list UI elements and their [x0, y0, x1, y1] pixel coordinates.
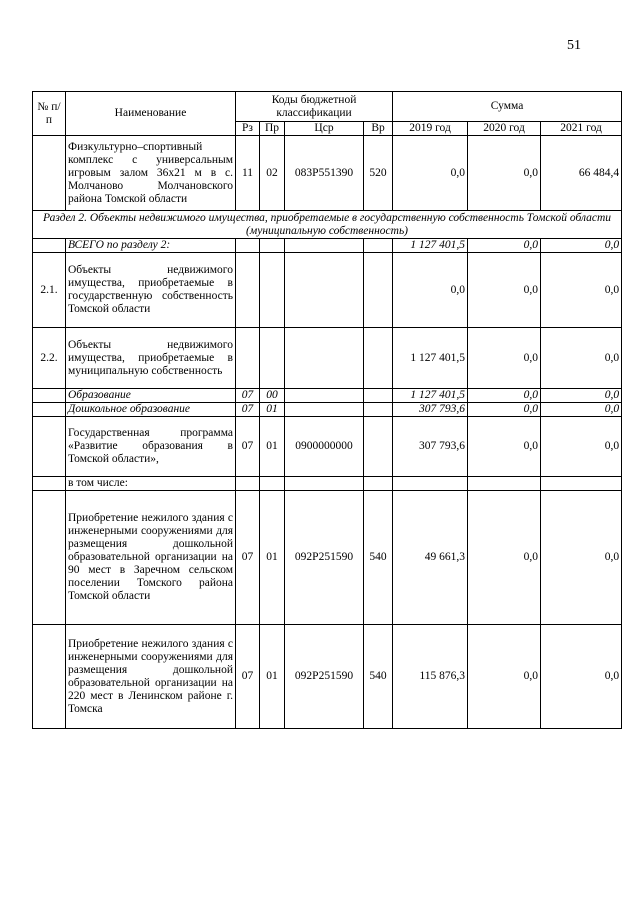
row-num: 2.2. [33, 328, 66, 389]
section-title-row [33, 211, 622, 239]
table-row [33, 491, 622, 625]
row-name: Приобретение нежилого здания с инженерными сооружениями для размещения дошкольной образовательной организации на 220 мест в Ленинском районе г. Томска [66, 625, 236, 729]
row-csr [285, 477, 364, 491]
row-pr: 01 [260, 491, 285, 625]
row-2020: 0,0 [468, 491, 541, 625]
header-csr: Цср [285, 122, 364, 136]
row-2019: 0,0 [393, 253, 468, 328]
row-vr [364, 417, 393, 477]
header-row [33, 92, 622, 122]
row-rz: 07 [236, 389, 260, 403]
table-row [33, 389, 622, 403]
row-pr: 01 [260, 417, 285, 477]
row-rz [236, 328, 260, 389]
row-2021: 0,0 [541, 417, 622, 477]
row-2021: 66 484,4 [541, 136, 622, 211]
row-pr [260, 328, 285, 389]
row-vr: 540 [364, 625, 393, 729]
row-2019 [393, 477, 468, 491]
row-rz: 07 [236, 403, 260, 417]
table-row [33, 403, 622, 417]
header-2019: 2019 год [393, 122, 468, 136]
row-2021: 0,0 [541, 253, 622, 328]
row-vr [364, 403, 393, 417]
header-rz: Рз [236, 122, 260, 136]
row-name: Физкультурно–спортивный комплекс с универсальным игровым залом 36х21 м в с. Молчаново Молчановского района Томской области [66, 136, 236, 211]
row-2019: 115 876,3 [393, 625, 468, 729]
row-pr: 02 [260, 136, 285, 211]
header-pr: Пр [260, 122, 285, 136]
row-num [33, 403, 66, 417]
total-2020: 0,0 [468, 239, 541, 253]
page-number: 51 [567, 38, 581, 53]
section-2-title: Раздел 2. Объекты недвижимого имущества, приобретаемые в государственную собственность Томской области (муниципальную собственность) [33, 211, 622, 239]
row-pr [260, 253, 285, 328]
row-2021: 0,0 [541, 328, 622, 389]
row-csr: 092P251590 [285, 491, 364, 625]
row-2019: 0,0 [393, 136, 468, 211]
row-name: Приобретение нежилого здания с инженерными сооружениями для размещения дошкольной образовательной организации на 90 мест в Заречном сельском поселении Томского района Томской области [66, 491, 236, 625]
total-row [33, 239, 622, 253]
row-pr: 01 [260, 625, 285, 729]
row-num [33, 389, 66, 403]
row-vr: 520 [364, 136, 393, 211]
total-2019: 1 127 401,5 [393, 239, 468, 253]
table-row [33, 625, 622, 729]
row-2020: 0,0 [468, 417, 541, 477]
budget-table [32, 91, 622, 729]
row-2019: 307 793,6 [393, 417, 468, 477]
row-2021: 0,0 [541, 389, 622, 403]
header-name: Наименование [66, 92, 236, 136]
row-csr: 092P251590 [285, 625, 364, 729]
table-row [33, 136, 622, 211]
row-rz [236, 253, 260, 328]
row-pr [260, 477, 285, 491]
table-row [33, 417, 622, 477]
table-row [33, 253, 622, 328]
total-vr [364, 239, 393, 253]
total-csr [285, 239, 364, 253]
row-num: 2.1. [33, 253, 66, 328]
row-vr [364, 253, 393, 328]
row-2020: 0,0 [468, 253, 541, 328]
row-2021: 0,0 [541, 403, 622, 417]
header-2020: 2020 год [468, 122, 541, 136]
row-rz: 07 [236, 491, 260, 625]
row-name: Объекты недвижимого имущества, приобретаемые в муниципальную собственность [66, 328, 236, 389]
row-csr [285, 403, 364, 417]
row-name: в том числе: [66, 477, 236, 491]
row-2020: 0,0 [468, 389, 541, 403]
row-2021: 0,0 [541, 625, 622, 729]
total-name: ВСЕГО по разделу 2: [66, 239, 236, 253]
row-rz: 07 [236, 625, 260, 729]
row-csr: 083P551390 [285, 136, 364, 211]
header-vr: Вр [364, 122, 393, 136]
row-2020: 0,0 [468, 625, 541, 729]
row-2020 [468, 477, 541, 491]
row-2020: 0,0 [468, 328, 541, 389]
row-2020: 0,0 [468, 136, 541, 211]
row-vr [364, 477, 393, 491]
row-csr [285, 253, 364, 328]
header-num: № п/п [33, 92, 66, 136]
row-2019: 1 127 401,5 [393, 389, 468, 403]
row-2019: 307 793,6 [393, 403, 468, 417]
row-vr [364, 328, 393, 389]
row-2020: 0,0 [468, 403, 541, 417]
row-rz: 11 [236, 136, 260, 211]
row-vr: 540 [364, 491, 393, 625]
header-sum: Сумма [393, 92, 622, 122]
row-csr [285, 328, 364, 389]
row-2019: 49 661,3 [393, 491, 468, 625]
row-2021 [541, 477, 622, 491]
row-pr: 01 [260, 403, 285, 417]
row-num [33, 625, 66, 729]
table-row [33, 328, 622, 389]
row-num [33, 417, 66, 477]
total-num [33, 239, 66, 253]
row-num [33, 477, 66, 491]
total-pr [260, 239, 285, 253]
header-codes: Коды бюджетной классификации [236, 92, 393, 122]
row-name: Объекты недвижимого имущества, приобретаемые в государственную собственность Томской области [66, 253, 236, 328]
table-row [33, 477, 622, 491]
total-2021: 0,0 [541, 239, 622, 253]
row-num [33, 491, 66, 625]
row-2019: 1 127 401,5 [393, 328, 468, 389]
row-2021: 0,0 [541, 491, 622, 625]
row-name: Образование [66, 389, 236, 403]
total-rz [236, 239, 260, 253]
row-rz [236, 477, 260, 491]
header-2021: 2021 год [541, 122, 622, 136]
row-name: Дошкольное образование [66, 403, 236, 417]
row-rz: 07 [236, 417, 260, 477]
row-pr: 00 [260, 389, 285, 403]
row-vr [364, 389, 393, 403]
row-name: Государственная программа «Развитие образования в Томской области», [66, 417, 236, 477]
row-csr: 0900000000 [285, 417, 364, 477]
row-csr [285, 389, 364, 403]
row-num [33, 136, 66, 211]
